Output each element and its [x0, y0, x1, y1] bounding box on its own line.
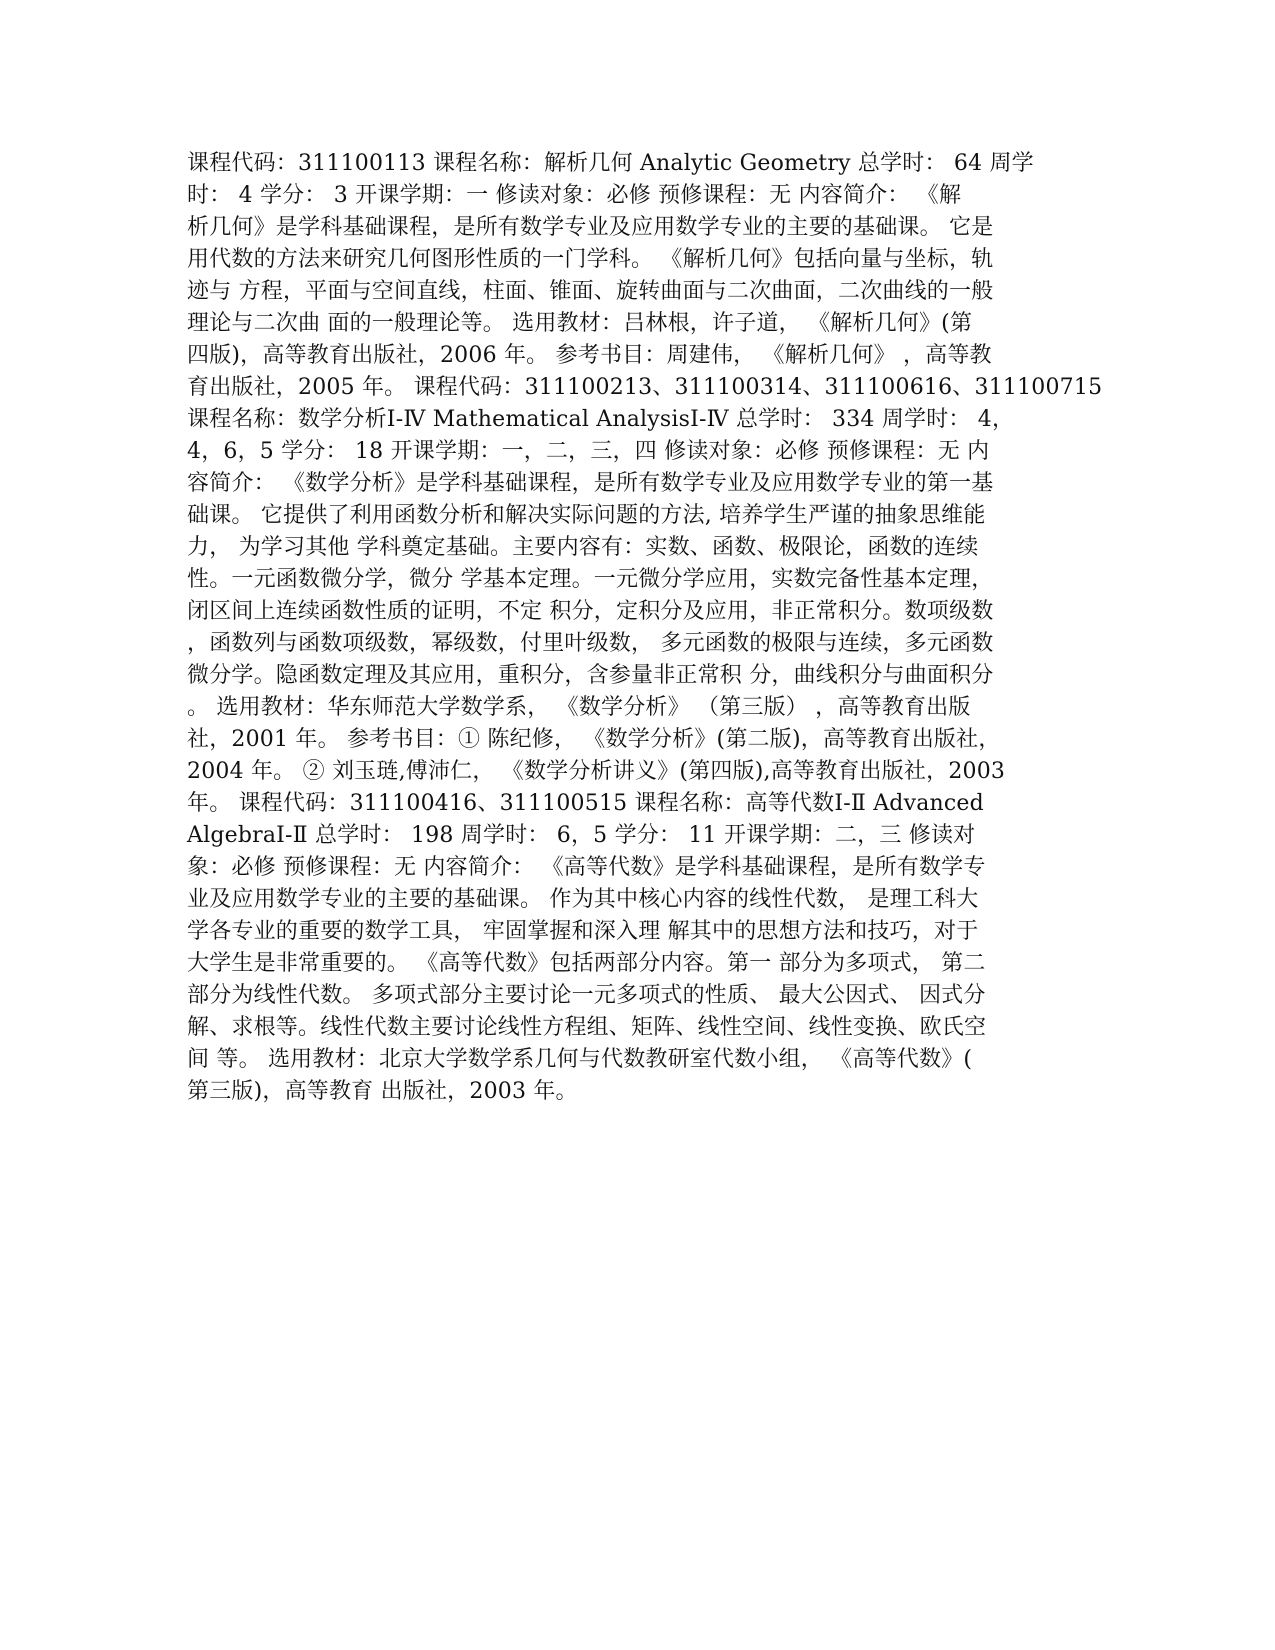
text-line: 课程代码：311100113 课程名称：解析几何 Analytic Geometry 总学时： 64 周学 [187, 151, 1034, 176]
text-line: 4，6，5 学分： 18 开课学期：一，二，三，四 修读对象：必修 预修课程：无 内 [187, 439, 990, 464]
text-line: 础课。 它提供了利用函数分析和解决实际问题的方法, 培养学生严谨的抽象思维能 [187, 503, 986, 528]
text-line: 析几何》是学科基础课程，是所有数学专业及应用数学专业的主要的基础课。 它是 [187, 215, 994, 240]
text-line: 理论与二次曲 面的一般理论等。 选用教材：吕林根，许子道， 《解析几何》(第 [187, 311, 973, 336]
text-line: 育出版社，2005 年。 课程代码：311100213、311100314、311100616、311100715 [187, 375, 1103, 400]
text-line: 部分为线性代数。 多项式部分主要讨论一元多项式的性质、 最大公因式、 因式分 [187, 983, 986, 1008]
text-line: 用代数的方法来研究几何图形性质的一门学科。 《解析几何》包括向量与坐标，轨 [187, 247, 994, 272]
text-line: 时： 4 学分： 3 开课学期：一 修读对象：必修 预修课程：无 内容简介： 《解 [187, 183, 962, 208]
text-line: 学各专业的重要的数学工具， 牢固掌握和深入理 解其中的思想方法和技巧，对于 [187, 919, 979, 944]
text-line: 迹与 方程，平面与空间直线，柱面、锥面、旋转曲面与二次曲面，二次曲线的一般 [187, 279, 994, 304]
text-line: 大学生是非常重要的。 《高等代数》包括两部分内容。第一 部分为多项式， 第二 [187, 951, 986, 976]
text-line: ，函数列与函数项级数，幂级数，付里叶级数， 多元函数的极限与连续，多元函数 [187, 631, 994, 656]
text-line: 性。一元函数微分学，微分 学基本定理。一元微分学应用，实数完备性基本定理， [187, 567, 994, 592]
text-line: 课程名称：数学分析Ⅰ-Ⅳ Mathematical AnalysisⅠ-Ⅳ 总学时： 334 周学时： 4， [187, 407, 1015, 432]
text-line: 象：必修 预修课程：无 内容简介： 《高等代数》是学科基础课程，是所有数学专 [187, 855, 986, 880]
text-line: 间 等。 选用教材：北京大学数学系几何与代数教研室代数小组， 《高等代数》( [187, 1047, 973, 1072]
text-line: AlgebraⅠ-Ⅱ 总学时： 198 周学时： 6，5 学分： 11 开课学期：二，三 修读对 [187, 823, 976, 848]
course-description-text [187, 148, 1103, 1108]
text-line: 。 选用教材：华东师范大学数学系， 《数学分析》 （第三版） ，高等教育出版 [187, 695, 971, 720]
text-line: 容简介： 《数学分析》是学科基础课程，是所有数学专业及应用数学专业的第一基 [187, 471, 994, 496]
text-line: 第三版)，高等教育 出版社，2003 年。 [187, 1079, 578, 1104]
text-line: 闭区间上连续函数性质的证明，不定 积分，定积分及应用，非正常积分。数项级数 [187, 599, 994, 624]
text-line: 力， 为学习其他 学科奠定基础。主要内容有：实数、函数、极限论，函数的连续 [187, 535, 979, 560]
text-line: 2004 年。 ② 刘玉琏,傅沛仁， 《数学分析讲义》(第四版),高等教育出版社，2003 [187, 759, 1006, 784]
text-line: 四版)，高等教育出版社，2006 年。 参考书目：周建伟， 《解析几何》 ，高等教 [187, 343, 992, 368]
text-line: 业及应用数学专业的主要的基础课。 作为其中核心内容的线性代数， 是理工科大 [187, 887, 979, 912]
text-line: 社，2001 年。 参考书目：① 陈纪修， 《数学分析》(第二版)，高等教育出版社， [187, 727, 1001, 752]
text-line: 年。 课程代码：311100416、311100515 课程名称：高等代数Ⅰ-Ⅱ Advanced [187, 791, 984, 816]
text-line: 微分学。隐函数定理及其应用，重积分，含参量非正常积 分，曲线积分与曲面积分 [187, 663, 994, 688]
text-line: 解、求根等。线性代数主要讨论线性方程组、矩阵、线性空间、线性变换、欧氏空 [187, 1015, 987, 1040]
